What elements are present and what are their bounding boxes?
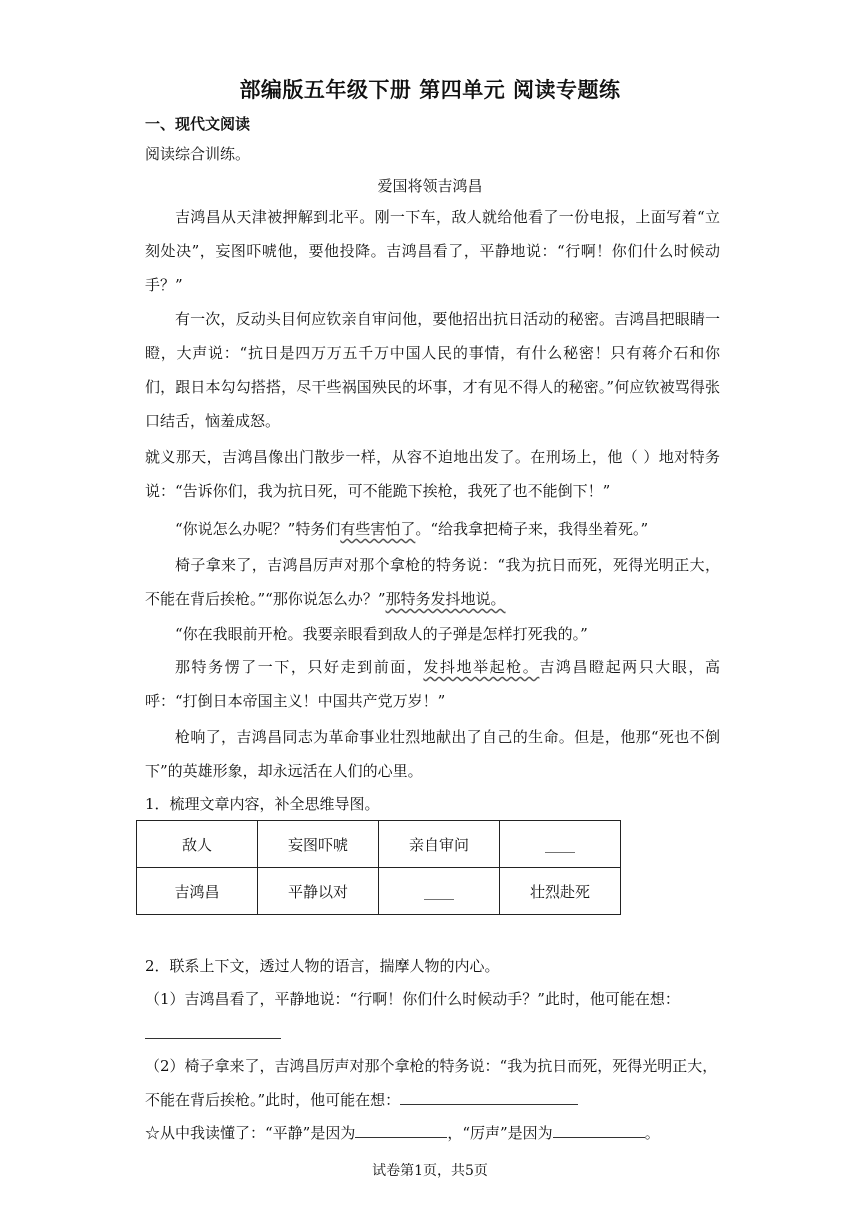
paragraph-5 — [145, 548, 720, 616]
table-row — [137, 821, 621, 868]
question-2-1: （1）吉鸿昌看了，平静地说：“行啊！你们什么时候动手？”此时，他可能在想： — [145, 990, 680, 1008]
question-2-2-cont — [145, 1089, 578, 1110]
page-footer: 试卷第1页，共5页 — [372, 1163, 488, 1179]
answer-line-2-2[interactable] — [400, 1090, 578, 1105]
paragraph-7-text-end: 吉鸿昌瞪起两只大眼，高呼：“打倒日本帝国主义！中国共产党万岁！” — [145, 658, 720, 710]
question-2-2-text: 不能在背后挨枪。”此时，他可能在想： — [145, 1091, 401, 1109]
answer-line-stern[interactable] — [553, 1123, 645, 1138]
table-row — [137, 868, 621, 915]
question-2-3-text-end: 。 — [644, 1124, 660, 1142]
answer-line-2-1[interactable] — [145, 1022, 281, 1039]
article-title: 爱国将领吉鸿昌 — [377, 177, 483, 195]
paragraph-7-marked: 发抖地举起枪。 — [423, 658, 540, 676]
table-cell: 亲自审问 — [379, 821, 500, 868]
paragraph-4 — [145, 512, 720, 546]
table-cell: 妄图吓唬 — [258, 821, 379, 868]
table-cell: 吉鸿昌 — [137, 868, 258, 915]
paragraph-4-text-end: 。“给我拿把椅子来，我得坐着死。” — [415, 520, 649, 538]
mind-map-table — [136, 820, 621, 915]
section-heading: 一、现代文阅读 — [145, 115, 251, 133]
question-2-3 — [145, 1122, 660, 1143]
question-2: 2．联系上下文，透过人物的语言，揣摩人物的内心。 — [145, 957, 500, 975]
page-title: 部编版五年级下册 第四单元 阅读专题练 — [239, 78, 621, 102]
table-cell: 壮烈赴死 — [500, 868, 621, 915]
paragraph-5-text: 椅子拿来了，吉鸿昌厉声对那个拿枪的特务说：“我为抗日而死，死得光明正大，不能在背后挨枪。”“那你说怎么办？” — [145, 556, 720, 608]
question-1: 1．梳理文章内容，补全思维导图。 — [145, 795, 380, 813]
paragraph-7-text: 那特务愣了一下，只好走到前面， — [175, 658, 424, 676]
paragraph-4-marked: 有些害怕了 — [340, 520, 416, 538]
paragraph-4-text: “你说怎么办呢？”特务们 — [175, 520, 341, 538]
paragraph-5-marked: 那特务发抖地说。 — [385, 590, 506, 608]
answer-line-calm[interactable] — [355, 1123, 447, 1138]
question-2-3-text: ☆从中我读懂了：“平静”是因为 — [145, 1124, 356, 1142]
table-cell: 平静以对 — [258, 868, 379, 915]
table-cell: 敌人 — [137, 821, 258, 868]
question-2-2: （2）椅子拿来了，吉鸿昌厉声对那个拿枪的特务说：“我为抗日而死，死得光明正大， — [145, 1057, 718, 1075]
paragraph-1: 吉鸿昌从天津被押解到北平。刚一下车，敌人就给他看了一份电报，上面写着“立刻处决”，妄图吓唬他，要他投降。吉鸿昌看了，平静地说：“行啊！你们什么时候动手？” — [145, 208, 720, 294]
paragraph-8: 枪响了，吉鸿昌同志为革命事业壮烈地献出了自己的生命。但是，他那“死也不倒下”的英雄形象，却永远活在人们的心里。 — [145, 728, 720, 780]
instruction: 阅读综合训练。 — [145, 145, 251, 163]
answer-blank-cell[interactable]: ____ — [379, 868, 500, 915]
paragraph-6: “你在我眼前开枪。我要亲眼看到敌人的子弹是怎样打死我的。” — [175, 625, 588, 643]
paragraph-7 — [145, 650, 720, 718]
paragraph-3: 就义那天，吉鸿昌像出门散步一样，从容不迫地出发了。在刑场上，他（ ）地对特务说：“告诉你们，我为抗日死，可不能跪下挨枪，我死了也不能倒下！” — [145, 448, 720, 500]
paragraph-2: 有一次，反动头目何应钦亲自审问他，要他招出抗日活动的秘密。吉鸿昌把眼睛一瞪，大声说：“抗日是四万万五千万中国人民的事情，有什么秘密！只有蒋介石和你们，跟日本勾勾搭搭，尽干些祸国殃民的坏事，才有见不得人的秘密。”何应钦被骂得张口结舌，恼羞成怒。 — [145, 310, 720, 430]
answer-blank-cell[interactable]: ____ — [500, 821, 621, 868]
question-2-3-text-mid: ，“厉声”是因为 — [447, 1124, 553, 1142]
